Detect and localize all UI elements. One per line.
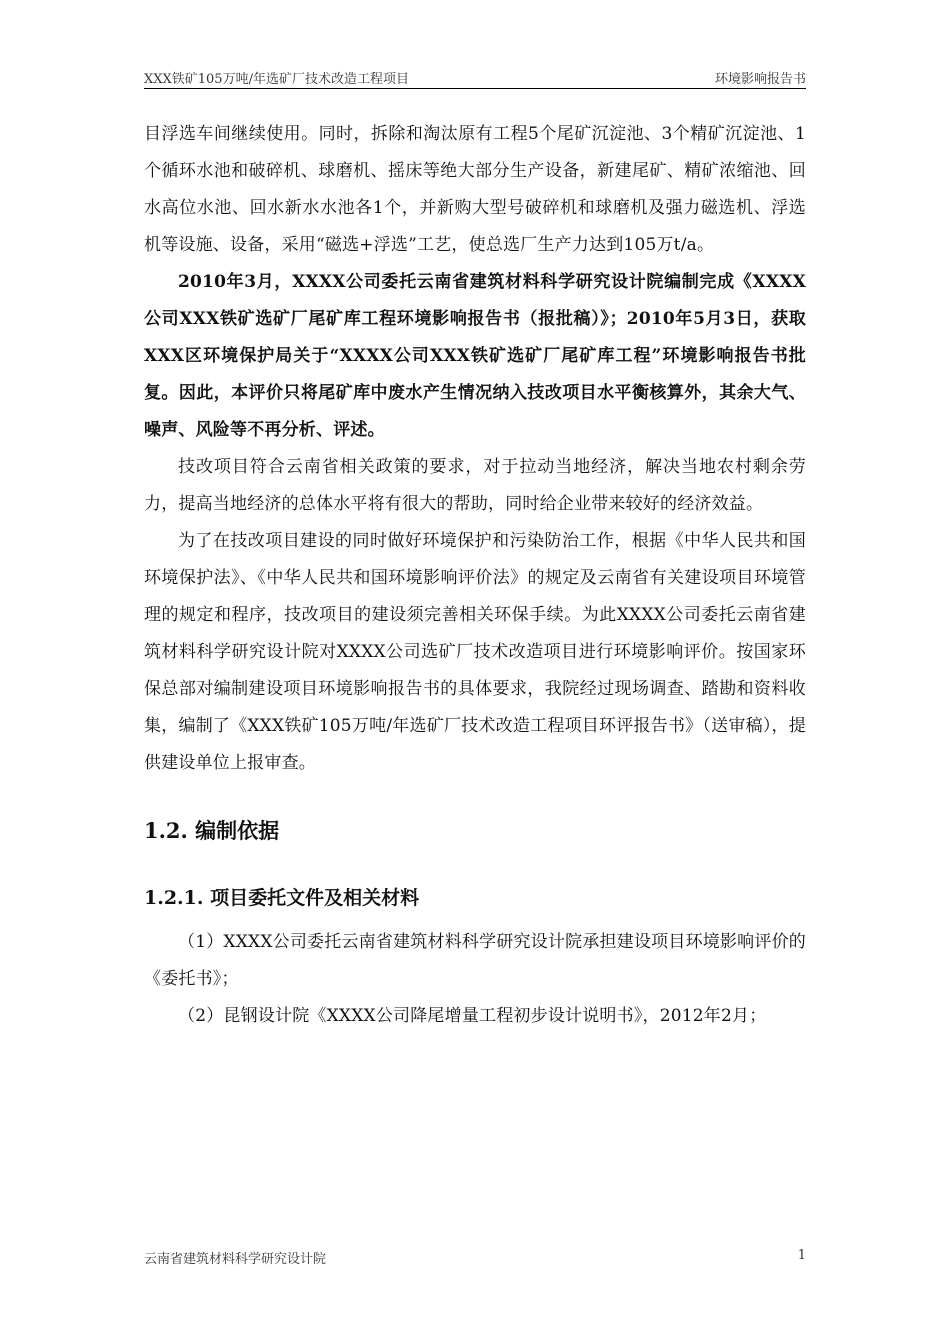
paragraph-policy-compliance: 技改项目符合云南省相关政策的要求，对于拉动当地经济，解决当地农村剩余劳力，提高当地经济的总体水平将有很大的帮助，同时给企业带来较好的经济效益。 bbox=[144, 457, 806, 514]
paragraph-eia-purpose: 为了在技改项目建设的同时做好环境保护和污染防治工作，根据《中华人民共和国环境保护法》、《中华人民共和国环境影响评价法》的规定及云南省有关建设项目环境管理的规定和程序，技改项目的建设须完善相关环保手续。为此XXXX公司委托云南省建筑材料科学研究设计院对XXXX公司选矿厂技术改造项目进行环境影响评价。按国家环保总部对编制建设项目环境影响报告书的具体要求，我院经过现场调查、踏勘和资料收集，编制了《XXX铁矿105万吨/年选矿厂技术改造工程项目环评报告书》（送审稿），提供建设单位上报审查。 bbox=[144, 531, 806, 773]
section-heading: 1.2. 编制依据 bbox=[144, 818, 280, 843]
list-item: （1）XXXX公司委托云南省建筑材料科学研究设计院承担建设项目环境影响评价的《委托书》； bbox=[144, 932, 806, 989]
footer-organization: 云南省建筑材料科学研究设计院 bbox=[144, 1252, 327, 1267]
header-project-title: XXX铁矿105万吨/年选矿厂技术改造工程项目 bbox=[144, 72, 409, 87]
page-header bbox=[144, 68, 806, 89]
page-number: 1 bbox=[797, 1248, 806, 1263]
list-item: （2）昆钢设计院《XXXX公司降尾增量工程初步设计说明书》，2012年2月； bbox=[178, 1006, 767, 1026]
subsection-heading: 1.2.1. 项目委托文件及相关材料 bbox=[144, 887, 420, 909]
paragraph-continuation: 目浮选车间继续使用。同时，拆除和淘汰原有工程5个尾矿沉淀池、3个精矿沉淀池、1个循环水池和破碎机、球磨机、摇床等绝大部分生产设备，新建尾矿、精矿浓缩池、回水高位水池、回水新水水池各1个，并新购大型号破碎机和球磨机及强力磁选机、浮选机等设施、设备，采用“磁选+浮选”工艺，使总选厂生产力达到105万t/a。 bbox=[144, 124, 806, 255]
paragraph-approval-history: 2010年3月，XXXX公司委托云南省建筑材料科学研究设计院编制完成《XXXX公司XXX铁矿选矿厂尾矿库工程环境影响报告书（报批稿）》；2010年5月3日，获取XXX区环境保护局关于“XXXX公司XXX铁矿选矿厂尾矿库工程”环境影响报告书批复。因此，本评价只将尾矿库中废水产生情况纳入技改项目水平衡核算外，其余大气、噪声、风险等不再分析、评述。 bbox=[144, 272, 806, 440]
header-doc-type: 环境影响报告书 bbox=[714, 72, 806, 87]
page-body bbox=[144, 116, 806, 1035]
